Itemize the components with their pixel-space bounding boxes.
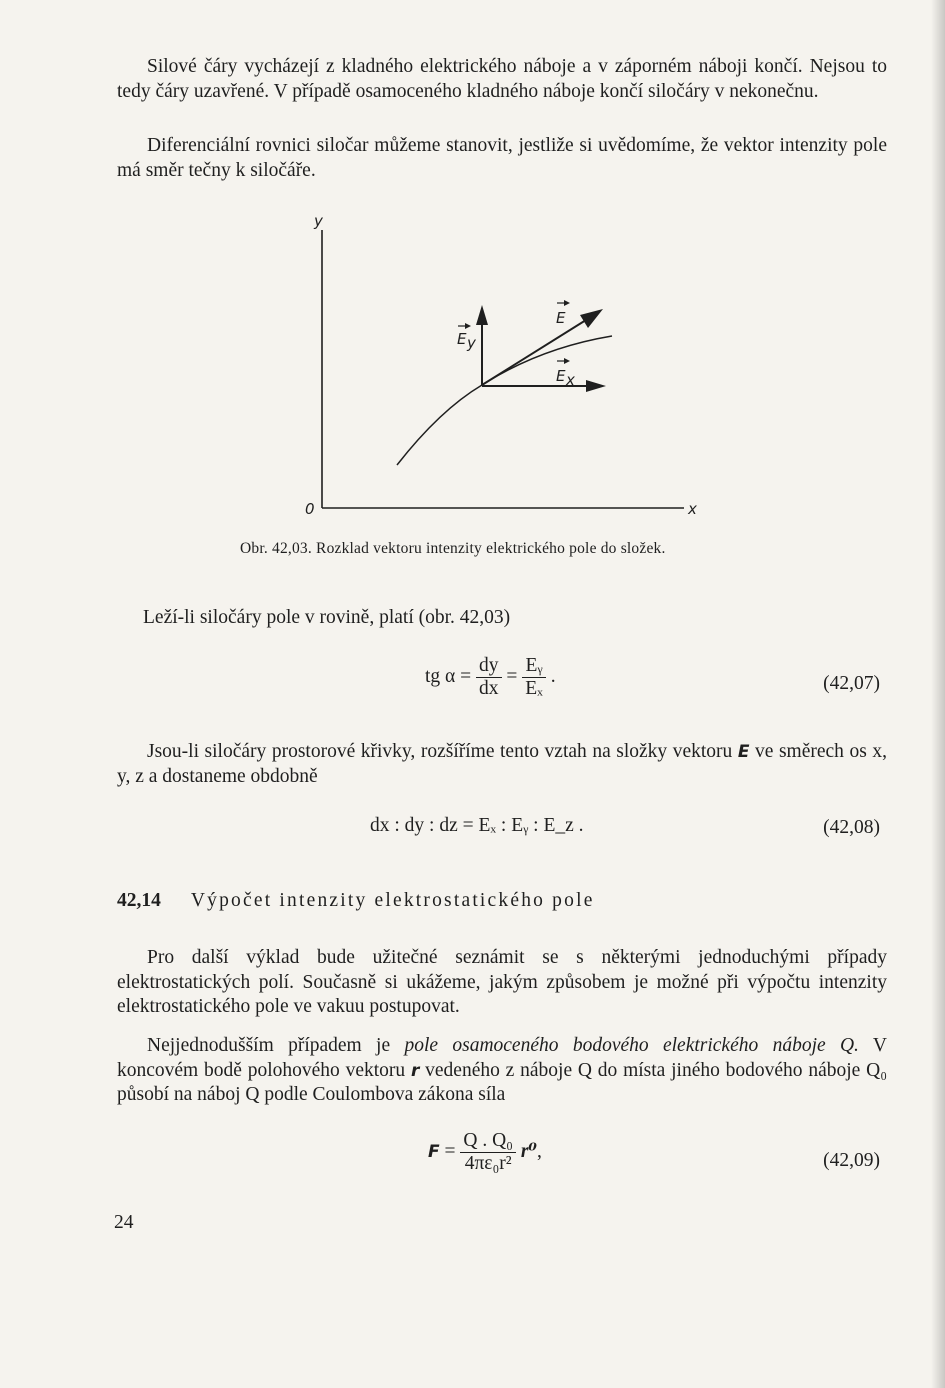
fraction-dy-dx — [476, 655, 502, 700]
paragraph-text: Silové čáry vycházejí z kladného elektrického náboje a v záporném náboji končí. Nejsou to tedy čáry uzavřené. V případě osamoceného kladného náboje končí siločáry v nekonečnu. — [117, 56, 887, 102]
text-segment: V koncovém bodě polohového vektoru — [117, 1035, 887, 1081]
vector-symbol: E — [737, 742, 750, 762]
eq-equals: = — [506, 665, 518, 687]
eq-comma: , — [536, 1140, 542, 1162]
section-title: Výpočet intenzity elektrostatického pole — [190, 890, 595, 911]
vector-E-arrowhead — [580, 309, 603, 328]
eq-equals: = — [444, 1140, 456, 1162]
unit-vector: r⁰ — [520, 1140, 537, 1162]
vector-symbol: r — [410, 1060, 420, 1081]
fraction-Ey-Ex — [522, 655, 546, 700]
emphasis-text: pole osamoceného bodového elektrického náboje Q. — [404, 1035, 859, 1056]
section-number: 42,14 — [117, 890, 161, 911]
fraction-denominator: Eₓ — [525, 678, 543, 699]
label-E-arrow-tip — [564, 300, 570, 306]
text-segment: Nejjednodušším případem je — [147, 1035, 405, 1056]
vector-E — [482, 315, 594, 385]
equation-42-07 — [425, 655, 556, 700]
page-edge-shadow — [931, 0, 945, 1388]
eq-lhs: tg α = — [425, 665, 472, 687]
equation-42-09 — [428, 1130, 542, 1175]
label-Ex-arrow-tip — [564, 358, 570, 364]
fraction-denominator: 4πε₀r² — [464, 1153, 512, 1174]
label-Ey: E — [457, 330, 467, 348]
paragraph-text: Leží-li siločáry pole v rovině, platí (obr. 42,03) — [143, 607, 511, 628]
paragraph-plane-lines — [143, 606, 743, 631]
paragraph-text — [117, 1034, 887, 1108]
vector-Ey-arrowhead — [476, 305, 488, 325]
label-Ex-sub: x — [566, 371, 575, 389]
label-Ey-sub: y — [467, 334, 476, 352]
page-number: 24 — [114, 1212, 134, 1233]
fraction-denominator: dx — [479, 678, 499, 699]
label-origin: 0 — [305, 500, 315, 518]
label-Ey-arrow-tip — [465, 323, 471, 329]
fraction-numerator: dy — [476, 655, 502, 678]
paragraph-intro — [117, 946, 887, 1020]
paragraph-text — [117, 740, 887, 789]
figure-caption: Obr. 42,03. Rozklad vektoru intenzity elektrického pole do složek. — [240, 540, 666, 557]
equation-number: (42,08) — [823, 817, 880, 838]
fraction-numerator: Q . Q₀ — [460, 1130, 516, 1153]
eq-period: . — [550, 665, 556, 687]
paragraph-point-charge — [117, 1034, 887, 1108]
fraction-numerator: Eᵧ — [522, 655, 546, 678]
paragraph-text: Diferenciální rovnici siločar můžeme stanovit, jestliže si uvědomíme, že vektor intenzity pole má směr tečny k siločáře. — [117, 135, 887, 181]
text-segment: Jsou-li siločáry prostorové křivky, rozšíříme tento vztah na složky vektoru — [147, 741, 733, 762]
paragraph-spatial-lines — [117, 740, 887, 789]
text-segment: vedeného z náboje Q do místa jiného bodového náboje Q₀ působí na náboj Q podle Coulombova zákona síla — [117, 1059, 887, 1105]
equation-42-08: dx : dy : dz = Eₓ : Eᵧ : E_z . — [370, 815, 584, 836]
label-Ex: E — [556, 367, 566, 385]
field-line-curve — [397, 336, 612, 465]
paragraph-text: Pro další výklad bude užitečné seznámit se s některými jednoduchými případy elektrostatických polí. Současně si ukážeme, jakým způsobem je možné při výpočtu intenzity elektrostatického pole ve vakuu postupovat. — [117, 947, 887, 1017]
text-segment: ve směrech os x, y, z a dostaneme obdobně — [117, 741, 887, 787]
equation-number: (42,09) — [823, 1150, 880, 1171]
fraction-coulomb — [460, 1130, 516, 1175]
vector-Ex-arrowhead — [586, 380, 606, 392]
equation-number: (42,07) — [823, 673, 880, 694]
label-x: x — [688, 500, 697, 518]
label-y: y — [314, 212, 323, 230]
label-E: E — [556, 309, 566, 327]
section-heading — [117, 890, 595, 912]
vector-symbol: F — [428, 1141, 440, 1162]
